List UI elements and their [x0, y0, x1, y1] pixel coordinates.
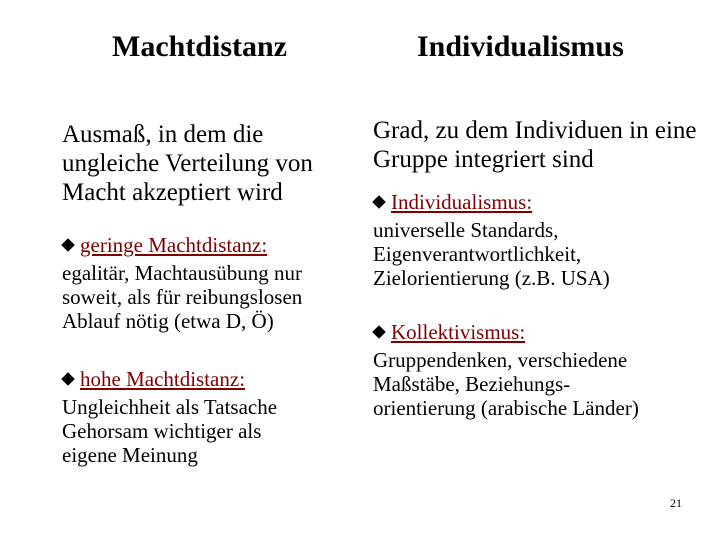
bullet-geringe-machtdistanz	[62, 233, 267, 257]
bullet-heading: geringe Machtdistanz:	[80, 233, 268, 257]
individualismus-definition: Grad, zu dem Individuen in eine Gruppe integriert sind	[373, 117, 697, 173]
column-title-machtdistanz: Machtdistanz	[112, 30, 287, 63]
column-title-individualismus: Individualismus	[417, 30, 624, 63]
diamond-bullet-icon	[61, 238, 75, 252]
bullet-body: Gruppendenken, verschiedene Maßstäbe, Beziehungs- orientierung (arabische Länder)	[373, 348, 639, 420]
bullet-body: universelle Standards, Eigenverantwortlichkeit, Zielorientierung (z.B. USA)	[373, 218, 610, 290]
bullet-kollektivismus	[373, 320, 525, 344]
bullet-heading: Kollektivismus:	[391, 320, 526, 344]
machtdistanz-definition: Ausmaß, in dem die ungleiche Verteilung von Macht akzeptiert wird	[62, 121, 313, 206]
bullet-individualismus	[373, 190, 532, 214]
bullet-body: egalitär, Machtausübung nur soweit, als für reibungslosen Ablauf nötig (etwa D, Ö)	[62, 261, 303, 333]
diamond-bullet-icon	[372, 325, 386, 339]
bullet-heading: Individualismus:	[391, 190, 533, 214]
bullet-hohe-machtdistanz	[62, 367, 245, 391]
diamond-bullet-icon	[61, 372, 75, 386]
page-number: 21	[670, 496, 682, 510]
bullet-body: Ungleichheit als Tatsache Gehorsam wichtiger als eigene Meinung	[62, 395, 278, 467]
diamond-bullet-icon	[372, 195, 386, 209]
bullet-heading: hohe Machtdistanz:	[80, 367, 246, 391]
